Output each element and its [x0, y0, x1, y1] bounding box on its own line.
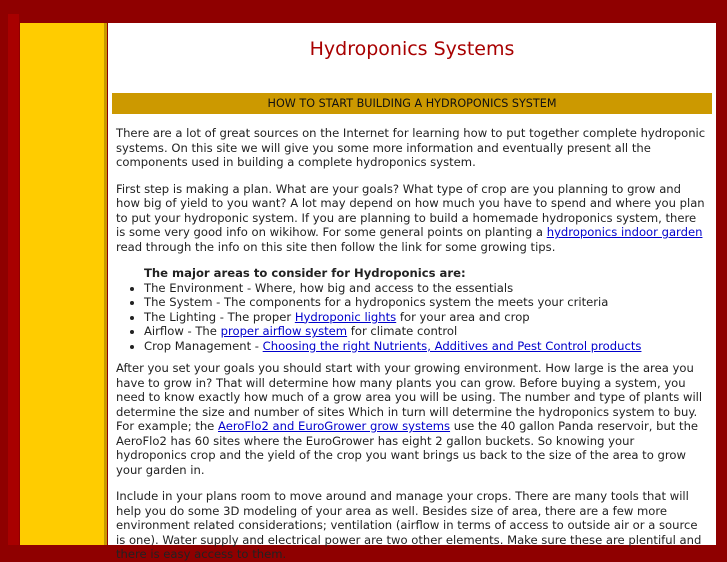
frame-border	[8, 14, 19, 545]
list-item	[144, 339, 708, 354]
sidebar-edge	[104, 23, 107, 545]
list-item	[144, 324, 708, 339]
list-item-text: Crop Management -	[144, 338, 263, 353]
environment-text-after: use the 40 gallon Panda reservoir, but the AeroFlo2 has 60 sites where the EuroGrower has eight 2 gallon buckets. So knowing your hydroponics crop and the yield of the crop you want brings us back to the size of the area to grow your garden in.	[116, 419, 699, 477]
aeroflo2-eurogrower-link[interactable]: AeroFlo2 and EuroGrower grow systems	[218, 419, 451, 433]
site-title: Hydroponics Systems	[309, 38, 515, 60]
list-item	[144, 281, 708, 296]
airflow-system-link[interactable]: proper airflow system	[220, 324, 348, 338]
areas-heading: The major areas to consider for Hydroponics are:	[144, 266, 466, 280]
environment-paragraph	[116, 361, 708, 477]
list-item-text: Airflow - The	[144, 324, 221, 338]
list-item	[144, 310, 708, 325]
list-item-text: The Lighting - The proper	[144, 309, 295, 324]
list-item-text: for climate control	[347, 324, 458, 338]
list-item-text: The System - The components for a hydroponics system the meets your criteria	[144, 295, 609, 309]
areas-list	[144, 281, 708, 354]
plan-text-after: read through the info on this site then follow the link for some growing tips.	[116, 239, 556, 254]
left-sidebar	[20, 23, 106, 545]
list-item	[144, 295, 708, 310]
nutrients-additives-link[interactable]: Choosing the right Nutrients, Additives and Pest Control products	[262, 338, 642, 353]
article-body	[108, 114, 708, 562]
environment-text-before: After you set your goals you should start with your growing environment. How large is the area you have to grow in? That will determine how many plants you can grow. Before buying a system, you need to know exactly how much of a grow area you will be using. The number and type of plants will determine the size and number of sites Which in turn will determine the hydroponics system to buy. For example; the	[116, 361, 703, 433]
hydroponic-lights-link[interactable]: Hydroponic lights	[294, 309, 397, 324]
list-item-text: for your area and crop	[396, 309, 530, 324]
hydroponics-indoor-garden-link[interactable]: hydroponics indoor garden	[546, 225, 703, 239]
section-banner: HOW TO START BUILDING A HYDROPONICS SYSTEM	[112, 93, 712, 114]
plan-paragraph	[116, 182, 708, 255]
plan-text-before: First step is making a plan. What are your goals? What type of crop are you planning to grow and how big of yield to you want? A lot may depend on how much you have to spend and where you plan to put your hydroponic system. If you are planning to build a homemade hydroponics system, there is some very good info on wikihow. For some general points on planting a	[116, 181, 705, 239]
planning-paragraph: Include in your plans room to move around and manage your crops. There are many tools that will help you do some 3D modeling of your area as well. Besides size of area, there are a few more environment related considerations; ventilation (airflow in terms of access to outside air or a source is one). Water supply and electrical power are two other elements. Make sure these are plentiful and there is easy access to them.	[116, 489, 702, 561]
list-item-text: The Environment - Where, how big and access to the essentials	[144, 280, 514, 295]
intro-paragraph: There are a lot of great sources on the Internet for learning how to put together complete hydroponic systems. On this site we will give you some more information and eventually present all the components used in building a complete hydroponics system.	[116, 126, 706, 169]
main-content	[108, 23, 716, 561]
